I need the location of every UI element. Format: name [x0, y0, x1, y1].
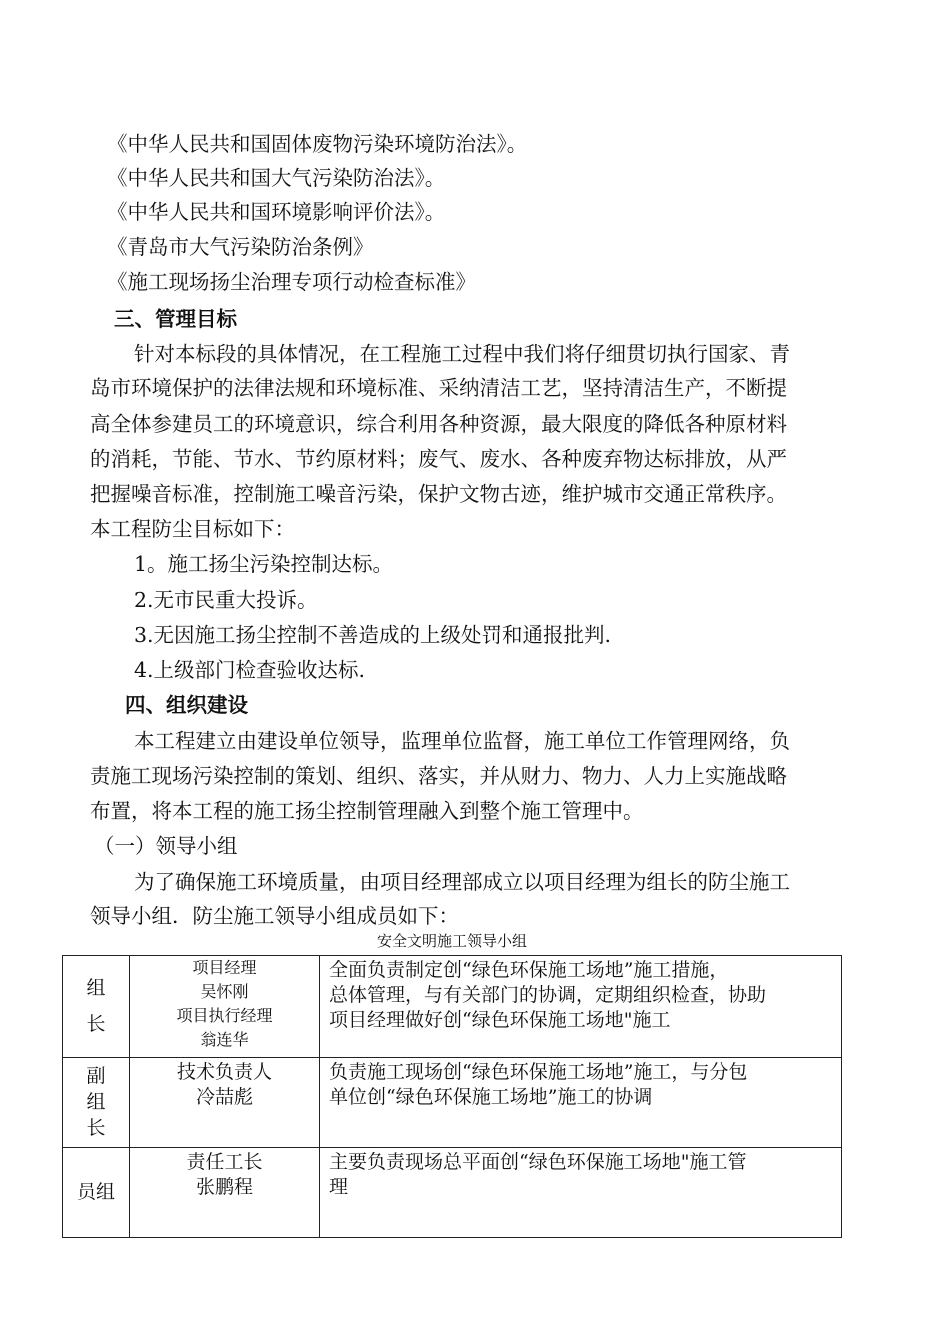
table-row: [63, 1148, 842, 1238]
role-label: 组: [86, 1091, 106, 1113]
paragraph-line: 领导小组．防尘施工领导小组成员如下：: [90, 904, 459, 928]
law-item: 《施工现场扬尘治理专项行动检查标准》: [107, 270, 476, 294]
law-item: 《青岛市大气污染防治条例》: [107, 235, 374, 259]
subsection-heading: （一）领导小组: [94, 834, 238, 858]
member-title: 项目经理: [192, 958, 257, 977]
goal-item: 3.无因施工扬尘控制不善造成的上级处罚和通报批判.: [134, 623, 612, 647]
paragraph-line: 针对本标段的具体情况，在工程施工过程中我们将仔细贯切执行国家、青: [134, 342, 790, 366]
member-name: 翁连华: [200, 1030, 249, 1049]
role-label: 长: [86, 1013, 106, 1035]
law-item: 《中华人民共和国环境影响评价法》。: [107, 200, 446, 224]
duty-cell: [320, 956, 842, 1058]
duty-cell: [320, 1058, 842, 1148]
role-label: 副: [86, 1065, 106, 1087]
role-label: 员组: [76, 1181, 115, 1203]
duty-line: 总体管理，与有关部门的协调，定期组织检查，协助: [329, 984, 767, 1006]
role-label: 组: [86, 977, 106, 999]
paragraph-line: 岛市环境保护的法律法规和环境标准、采纳清洁工艺，坚持清洁生产，不断提: [90, 376, 787, 400]
goal-item: 2.无市民重大投诉。: [134, 588, 318, 612]
duty-line: 理: [329, 1176, 349, 1198]
member-title: 项目执行经理: [176, 1006, 273, 1025]
duty-line: 全面负责制定创“绿色环保施工场地”施工措施，: [329, 959, 729, 981]
role-cell: [63, 1058, 130, 1148]
law-item: 《中华人民共和国大气污染防治法》。: [107, 166, 446, 190]
duty-line: 单位创“绿色环保施工场地”施工的协调: [329, 1086, 653, 1108]
duty-line: 主要负责现场总平面创“绿色环保施工场地"施工管: [329, 1151, 747, 1173]
leadership-group-table: [62, 955, 842, 1238]
paragraph-line: 责施工现场污染控制的策划、组织、落实，并从财力、物力、人力上实施战略: [90, 764, 787, 788]
member-name: 吴怀刚: [200, 982, 249, 1001]
member-cell: [130, 1058, 320, 1148]
table-caption: 安全文明施工领导小组: [376, 932, 527, 950]
goal-item: 4.上级部门检查验收达标.: [134, 658, 366, 682]
paragraph-line: 本工程建立由建设单位领导，监理单位监督，施工单位工作管理网络，负: [134, 729, 790, 753]
duty-cell: [320, 1148, 842, 1238]
law-item: 《中华人民共和国固体废物污染环境防治法》。: [107, 132, 528, 156]
paragraph-line: 为了确保施工环境质量，由项目经理部成立以项目经理为组长的防尘施工: [134, 870, 790, 894]
member-title: 责任工长: [186, 1151, 263, 1173]
goal-item: 1。施工扬尘污染控制达标。: [134, 552, 394, 576]
member-name: 张鹏程: [195, 1176, 253, 1198]
section-heading: 三、管理目标: [114, 307, 237, 331]
table-row: [63, 956, 842, 1058]
duty-line: 项目经理做好创“绿色环保施工场地"施工: [329, 1009, 671, 1031]
member-name: 冷喆彪: [195, 1086, 253, 1108]
duty-line: 负责施工现场创“绿色环保施工场地”施工，与分包: [329, 1061, 748, 1083]
paragraph-line: 本工程防尘目标如下：: [90, 517, 295, 541]
paragraph-line: 把握噪音标准，控制施工噪音污染，保护文物古迹，维护城市交通正常秩序。: [90, 482, 787, 506]
paragraph-line: 高全体参建员工的环境意识，综合利用各种资源，最大限度的降低各种原材料: [90, 412, 787, 436]
role-cell: [63, 956, 130, 1058]
paragraph-line: 布置，将本工程的施工扬尘控制管理融入到整个施工管理中。: [90, 799, 644, 823]
member-cell: [130, 956, 320, 1058]
member-title: 技术负责人: [176, 1061, 272, 1083]
member-cell: [130, 1148, 320, 1238]
paragraph-line: 的消耗，节能、节水、节约原材料；废气、废水、各种废弃物达标排放，从严: [90, 447, 787, 471]
section-heading: 四、组织建设: [125, 693, 248, 717]
table-row: [63, 1058, 842, 1148]
role-label: 长: [86, 1117, 106, 1139]
role-cell: [63, 1148, 130, 1238]
